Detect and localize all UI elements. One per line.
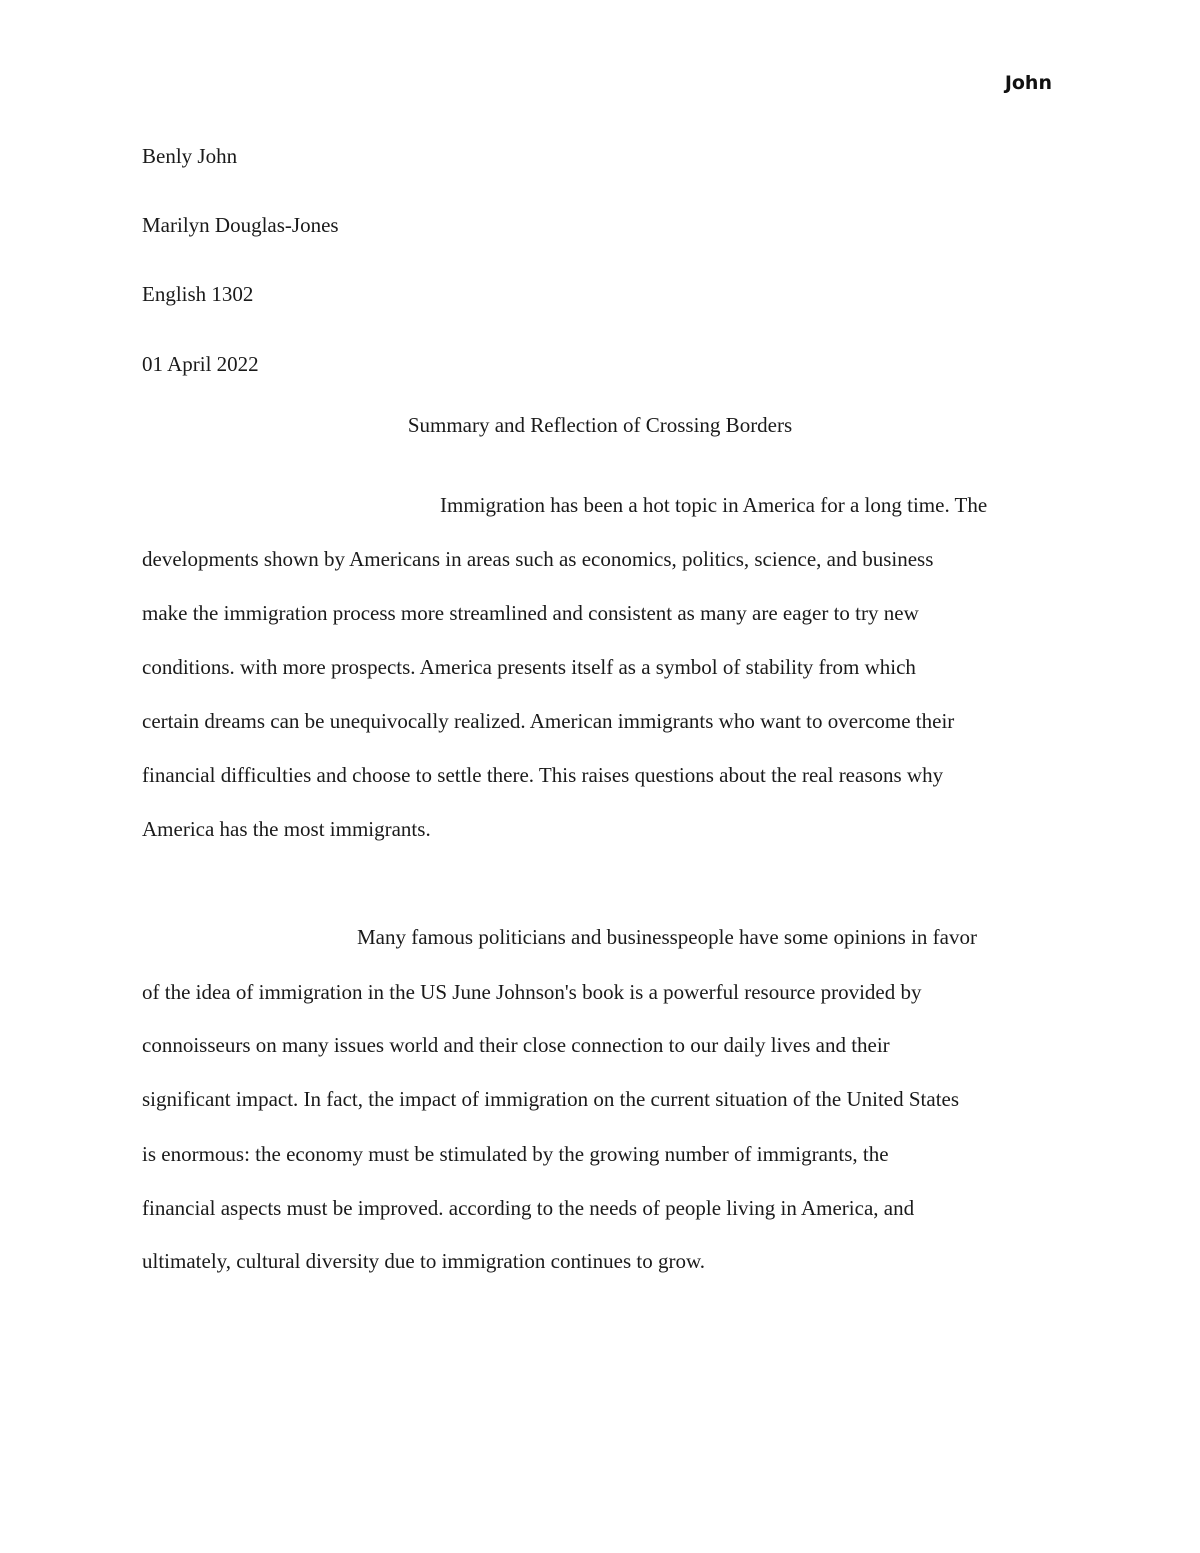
paragraph-line: is enormous: the economy must be stimulated by the growing number of immigrants, the	[142, 1142, 889, 1166]
paragraph-line: make the immigration process more streamlined and consistent as many are eager to try new	[142, 601, 919, 625]
paragraph-line: Many famous politicians and businesspeople have some opinions in favor	[357, 925, 977, 949]
essay-title: Summary and Reflection of Crossing Borders	[407, 413, 793, 437]
paragraph-line: ultimately, cultural diversity due to immigration continues to grow.	[142, 1249, 706, 1273]
paragraph-line: significant impact. In fact, the impact of immigration on the current situation of the United States	[142, 1087, 960, 1111]
paragraph-line: financial difficulties and choose to settle there. This raises questions about the real reasons why	[142, 763, 944, 787]
paragraph-line: financial aspects must be improved. according to the needs of people living in America, and	[142, 1196, 915, 1220]
paragraph-line: conditions. with more prospects. America presents itself as a symbol of stability from which	[142, 655, 916, 679]
student-name: Benly John	[142, 144, 238, 168]
instructor-name: Marilyn Douglas-Jones	[142, 213, 339, 237]
course-name: English 1302	[142, 282, 254, 306]
paragraph-line: certain dreams can be unequivocally realized. American immigrants who want to overcome their	[142, 709, 955, 733]
submission-date: 01 April 2022	[142, 352, 259, 376]
paragraph-line: connoisseurs on many issues world and their close connection to our daily lives and their	[142, 1033, 890, 1057]
paragraph-line: of the idea of immigration in the US June Johnson's book is a powerful resource provided by	[142, 980, 922, 1004]
running-head: John	[1004, 72, 1052, 94]
paragraph-line: Immigration has been a hot topic in America for a long time. The	[440, 493, 988, 517]
paragraph-line: developments shown by Americans in areas such as economics, politics, science, and business	[142, 547, 934, 571]
paragraph-line: America has the most immigrants.	[142, 817, 431, 841]
